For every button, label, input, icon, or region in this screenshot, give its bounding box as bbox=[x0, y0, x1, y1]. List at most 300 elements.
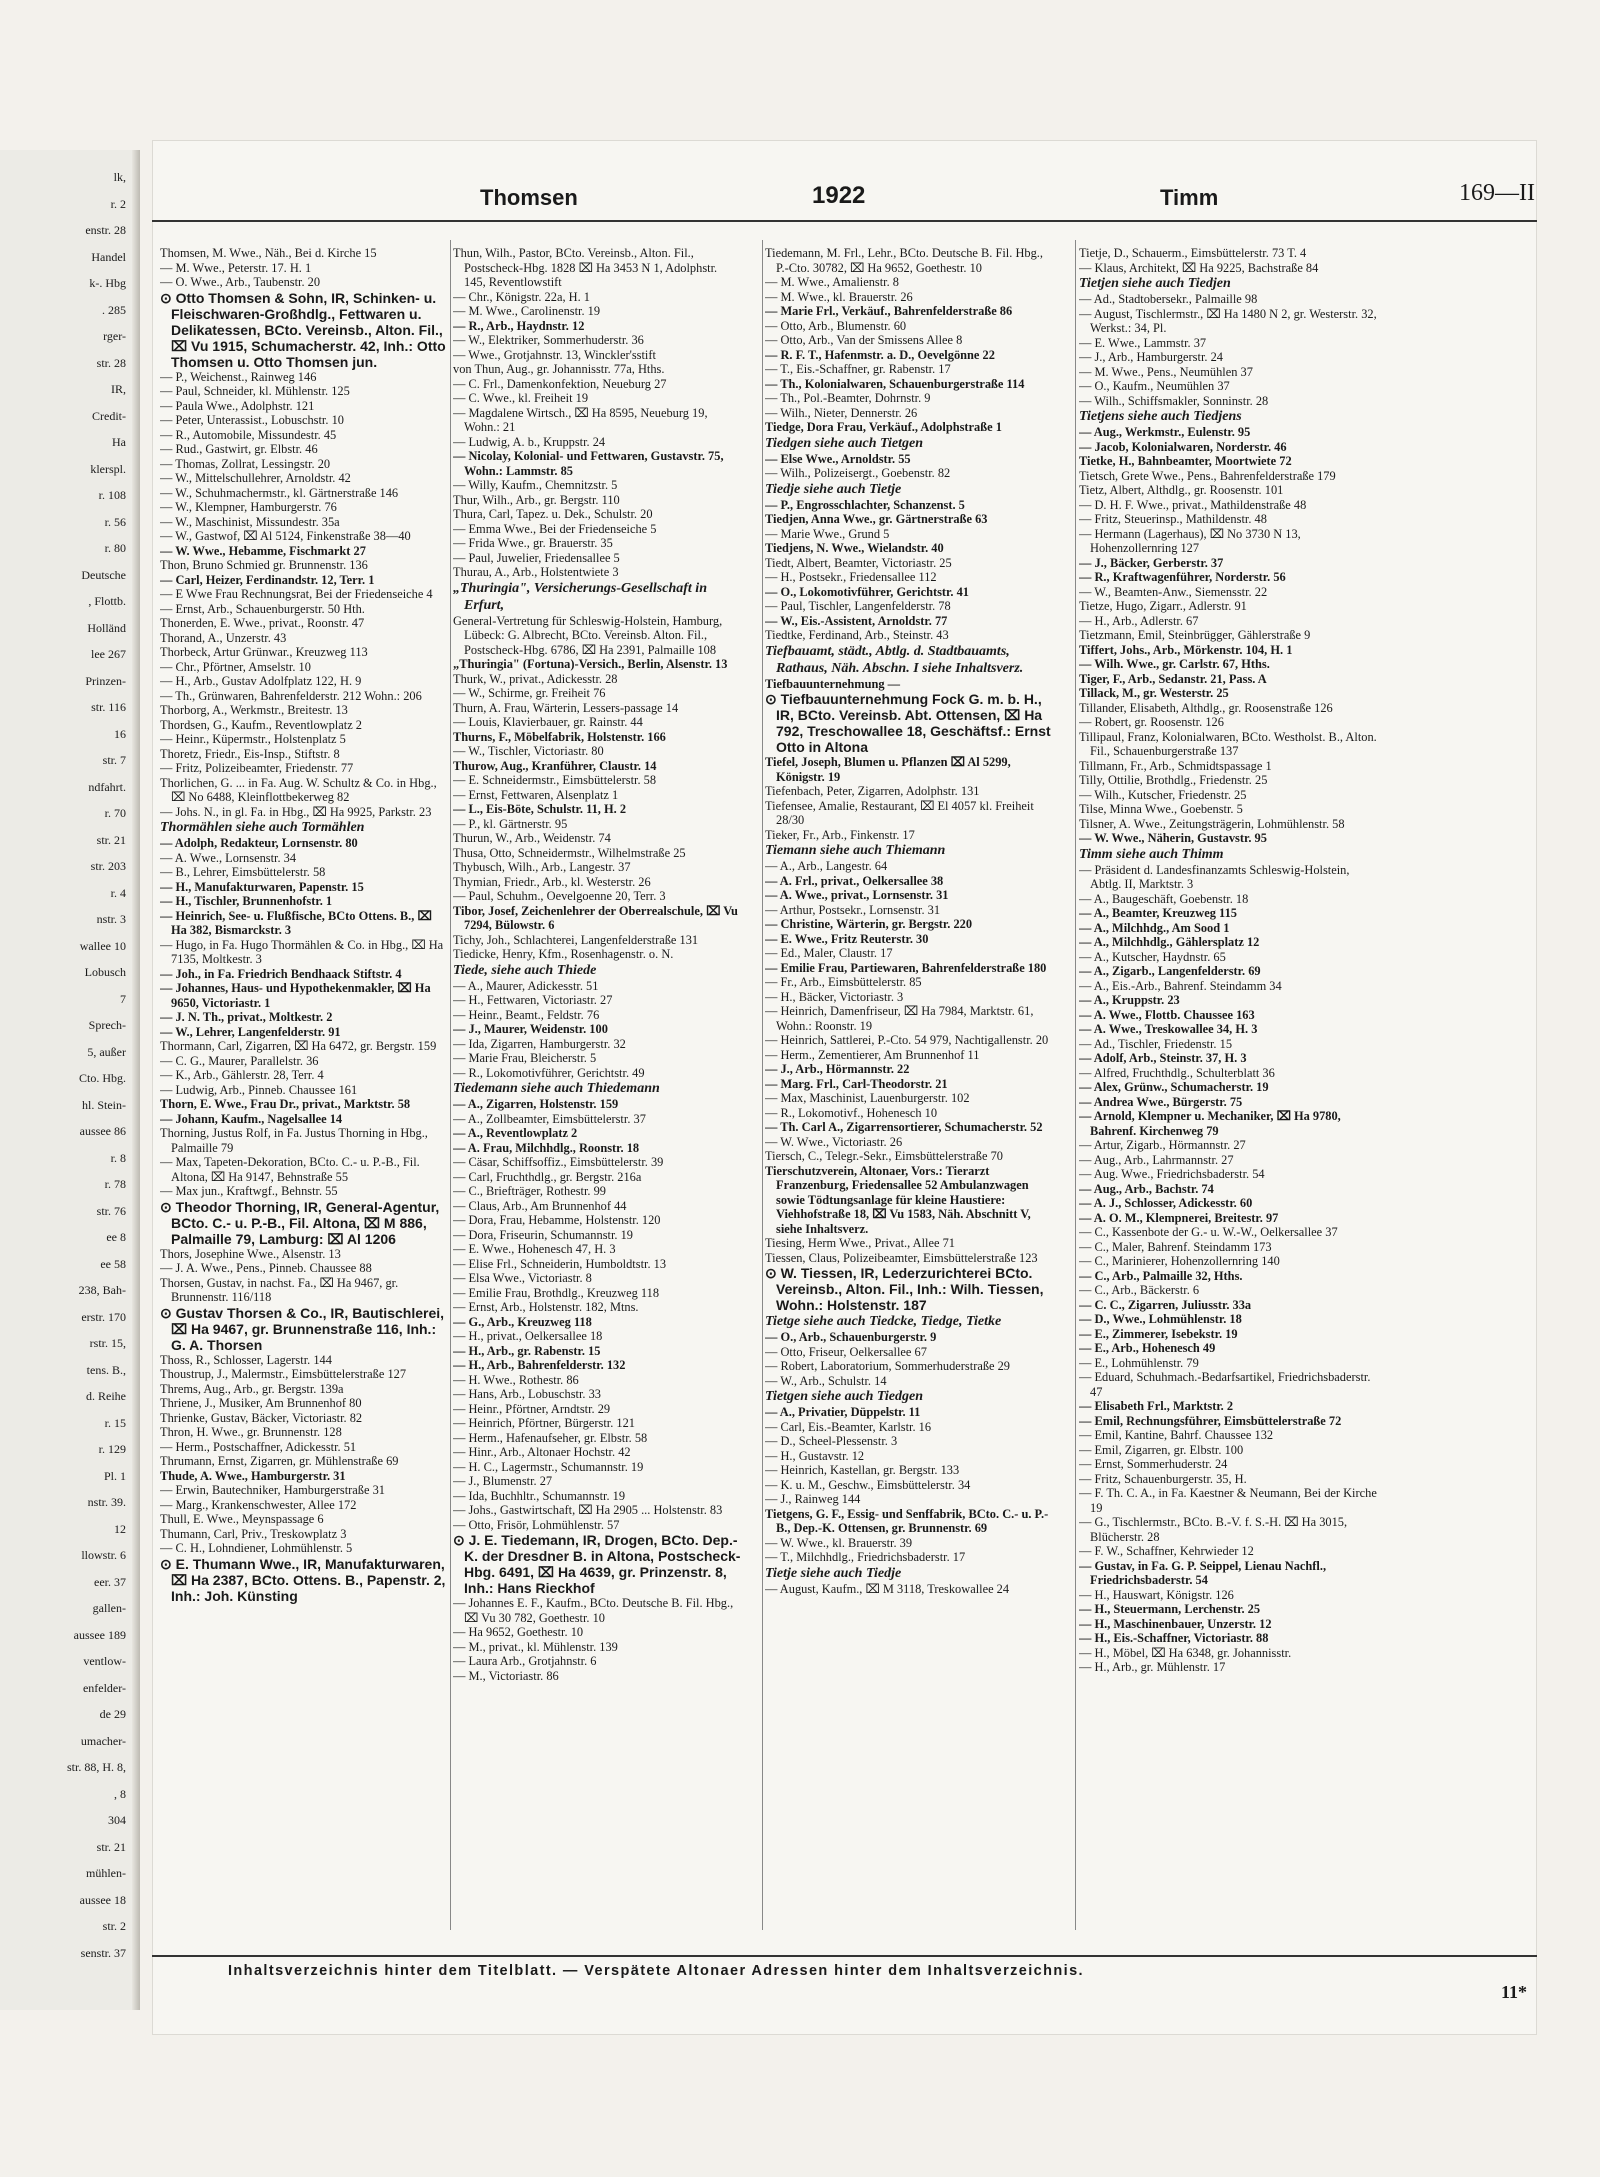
directory-entry: — Hans, Arb., Lobuschstr. 33 bbox=[453, 1387, 601, 1401]
directory-entry: — J., Arb., Hörmannstr. 22 bbox=[765, 1062, 910, 1076]
directory-entry: — Paul, Tischler, Langenfelderstr. 78 bbox=[765, 599, 951, 613]
directory-entry: Thorlichen, G. ... in Fa. Aug. W. Schultz & Co. in Hbg., ⌧ No 6488, Kleinflottbekerweg 82 bbox=[160, 775, 437, 804]
directory-entry: — H., Steuermann, Lerchenstr. 25 bbox=[1079, 1602, 1261, 1616]
directory-entry: — A., Zigarb., Langenfelderstr. 69 bbox=[1079, 964, 1261, 978]
directory-entry: Tillipaul, Franz, Kolonialwaren, BCto. Westholst. B., Alton. Fil., Schauenburgerstraße 137 bbox=[1079, 729, 1377, 758]
directory-page bbox=[152, 140, 1537, 2035]
directory-entry: — P., kl. Gärtnerstr. 95 bbox=[453, 816, 568, 831]
directory-entry: — W., Schirme, gr. Freiheit 76 bbox=[453, 686, 606, 700]
directory-entry: — Robert, gr. Roosenstr. 126 bbox=[1079, 715, 1224, 729]
margin-fragment: Ha bbox=[112, 435, 126, 449]
directory-entry: — August, Tischlermstr., ⌧ Ha 1480 N 2, gr. Westerstr. 32, Werkst.: 34, Pl. bbox=[1079, 306, 1377, 335]
directory-entry: — A. Frl., privat., Oelkersallee 38 bbox=[765, 873, 944, 888]
directory-entry: — Eduard, Schuhmach.-Bedarfsartikel, Friedrichsbaderstr. 47 bbox=[1079, 1370, 1371, 1399]
directory-entry: — Elise Frl., Schneiderin, Humboldtstr. 13 bbox=[453, 1256, 667, 1271]
directory-entry: — E. Wwe., Fritz Reuterstr. 30 bbox=[765, 931, 929, 946]
directory-entry: — Th., Kolonialwaren, Schauenburgerstraße 114 bbox=[765, 376, 1025, 391]
directory-entry: — H., Arb., gr. Mühlenstr. 17 bbox=[1079, 1660, 1226, 1674]
margin-fragment: umacher- bbox=[80, 1733, 126, 1748]
directory-entry: — Heinrich, Pförtner, Bürgerstr. 121 bbox=[453, 1416, 636, 1430]
directory-entry: Threms, Aug., Arb., gr. Bergstr. 139a bbox=[160, 1381, 344, 1396]
directory-entry: Tiefbauamt, städt., Abtlg. d. Stadtbauamts, Rathaus, Näh. Abschn. I siehe Inhaltsverz. bbox=[765, 643, 1024, 676]
directory-entry: — O., Kaufm., Neumühlen 37 bbox=[1079, 379, 1230, 393]
directory-entry: — H., privat., Oelkersallee 18 bbox=[453, 1329, 603, 1343]
directory-entry: — Otto, Frisör, Lohmühlenstr. 57 bbox=[453, 1517, 620, 1532]
directory-entry: — H., Hauswart, Königstr. 126 bbox=[1079, 1587, 1234, 1602]
margin-fragment: r. 70 bbox=[104, 806, 126, 820]
directory-entry: — Adolph, Redakteur, Lornsenstr. 80 bbox=[160, 836, 358, 850]
directory-entry: — A., Eis.-Arb., Bahrenf. Steindamm 34 bbox=[1079, 978, 1282, 993]
header-first-name: Thomsen bbox=[480, 185, 578, 210]
directory-entry: — Heinrich, See- u. Flußfische, BCto Ottens. B., ⌧ Ha 382, Bismarckstr. 3 bbox=[160, 908, 432, 937]
directory-entry: — A., Kutscher, Haydnstr. 65 bbox=[1079, 949, 1226, 964]
directory-entry: — Emil, Zigarren, gr. Elbstr. 100 bbox=[1079, 1442, 1244, 1457]
directory-entry: — Ernst, Arb., Holstenstr. 182, Mtns. bbox=[453, 1300, 639, 1314]
margin-fragment: Prinzen- bbox=[85, 673, 126, 688]
directory-entry: — C., Arb., Palmaille 32, Hths. bbox=[1079, 1268, 1243, 1283]
directory-entry: General-Vertretung für Schleswig-Holstein, Hamburg, Lübeck: G. Albrecht, BCto. Vereinsb. Alton. Fil., Postscheck-Hbg. 6786, ⌧ Ha 2391, Palmaille 108 bbox=[453, 613, 723, 657]
directory-entry: — Heinr., Pförtner, Arndtstr. 29 bbox=[453, 1401, 611, 1416]
margin-fragment: ee 8 bbox=[106, 1230, 126, 1244]
margin-fragment: klerspl. bbox=[90, 461, 126, 476]
directory-entry: — Marg. Frl., Carl-Theodorstr. 21 bbox=[765, 1076, 948, 1091]
directory-entry: — Herm., Hafenaufseher, gr. Elbstr. 58 bbox=[453, 1430, 648, 1445]
directory-entry: — H., Postsekr., Friedensallee 112 bbox=[765, 570, 937, 584]
directory-entry: — Laura Arb., Grotjahnstr. 6 bbox=[453, 1654, 597, 1668]
directory-entry: ⊙ Theodor Thorning, IR, General-Agentur, BCto. C.- u. P.-B., Fil. Altona, ⌧ M 886, Palmaille 79, Lamburg: ⌧ Al 1206 bbox=[160, 1198, 440, 1247]
directory-entry: Tiefel, Joseph, Blumen u. Pflanzen ⌧ Al 5299, Königstr. 19 bbox=[765, 755, 1011, 784]
column-divider bbox=[762, 240, 763, 1930]
directory-entry: — M. Wwe., Carolinenstr. 19 bbox=[453, 304, 601, 318]
directory-entry: — J., Rainweg 144 bbox=[765, 1492, 861, 1506]
directory-entry: — Paula Wwe., Adolphstr. 121 bbox=[160, 398, 315, 413]
directory-entry: — Max, Tapeten-Dekoration, BCto. C.- u. P.-B., Fil. Altona, ⌧ Ha 9147, Behnstraße 55 bbox=[160, 1155, 420, 1184]
directory-entry: — Hinr., Arb., Altonaer Hochstr. 42 bbox=[453, 1445, 631, 1459]
directory-entry: — Dora, Friseurin, Schumannstr. 19 bbox=[453, 1227, 633, 1242]
directory-entry: — Gustav, in Fa. G. P. Seippel, Lienau Nachfl., Friedrichsbaderstr. 54 bbox=[1079, 1558, 1327, 1587]
directory-entry: — Hugo, in Fa. Hugo Thormählen & Co. in Hbg., ⌧ Ha 7135, Moltkestr. 3 bbox=[160, 937, 444, 966]
directory-entry: — H., Tischler, Brunnenhofstr. 1 bbox=[160, 894, 333, 908]
margin-fragment: ventlow- bbox=[83, 1654, 126, 1668]
directory-entry: Tiessen, Claus, Polizeibeamter, Eimsbüttelerstraße 123 bbox=[765, 1250, 1038, 1265]
directory-entry: Thurn, A. Frau, Wärterin, Lessers-passage 14 bbox=[453, 700, 679, 715]
margin-fragment: Handel bbox=[91, 249, 126, 264]
directory-entry: Tilly, Ottilie, Brothdlg., Friedenstr. 25 bbox=[1079, 773, 1268, 787]
directory-entry: — Aug., Arb., Bachstr. 74 bbox=[1079, 1181, 1214, 1196]
directory-entry: Tietgens, G. F., Essig- und Senffabrik, BCto. C.- u. P.-B., Dep.-K. Ottensen, gr. Brunnenstr. 69 bbox=[765, 1506, 1049, 1535]
directory-entry: — R. F. T., Hafenmstr. a. D., Oevelgönne 22 bbox=[765, 347, 995, 362]
margin-fragment: aussee 86 bbox=[79, 1124, 126, 1138]
directory-entry: — Nicolay, Kolonial- und Fettwaren, Gustavstr. 75, Wohn.: Lammstr. 85 bbox=[453, 449, 724, 478]
directory-entry: Thors, Josephine Wwe., Alsenstr. 13 bbox=[160, 1246, 341, 1261]
directory-entry: — Elisabeth Frl., Marktstr. 2 bbox=[1079, 1399, 1234, 1413]
directory-entry: — Carl, Fruchthdlg., gr. Bergstr. 216a bbox=[453, 1169, 642, 1184]
directory-entry: — A., Privatier, Düppelstr. 11 bbox=[765, 1405, 921, 1419]
directory-entry: — C. H., Lohndiener, Lohmühlenstr. 5 bbox=[160, 1541, 353, 1555]
directory-entry: — Ernst, Fettwaren, Alsenplatz 1 bbox=[453, 787, 619, 802]
directory-entry: — Thomas, Zollrat, Lessingstr. 20 bbox=[160, 456, 331, 471]
directory-entry: — W., Eis.-Assistent, Arnoldstr. 77 bbox=[765, 613, 948, 628]
directory-entry: „Thuringia", Versicherungs-Gesellschaft in Erfurt, bbox=[453, 580, 707, 613]
directory-entry: — Klaus, Architekt, ⌧ Ha 9225, Bachstraße 84 bbox=[1079, 260, 1319, 275]
directory-entry: — Heinrich, Kastellan, gr. Bergstr. 133 bbox=[765, 1463, 960, 1477]
directory-entry: Thorning, Justus Rolf, in Fa. Justus Thorning in Hbg., Palmaille 79 bbox=[160, 1126, 428, 1155]
directory-entry: — Paul, Juwelier, Friedensallee 5 bbox=[453, 550, 620, 565]
header-last-name: Timm bbox=[1160, 185, 1219, 210]
directory-entry: — A., Kruppstr. 23 bbox=[1079, 993, 1180, 1007]
directory-entry: — A., Maurer, Adickesstr. 51 bbox=[453, 978, 599, 993]
directory-entry: — A. Wwe., Flottb. Chaussee 163 bbox=[1079, 1007, 1255, 1022]
page-gutter bbox=[132, 150, 140, 2010]
directory-entry: — H., Maschinenbauer, Unzerstr. 12 bbox=[1079, 1616, 1272, 1631]
directory-entry: — A. Wwe., privat., Lornsenstr. 31 bbox=[765, 888, 949, 902]
directory-entry: ⊙ W. Tiessen, IR, Lederzurichterei BCto. Vereinsb., Alton. Fil., Inh.: Wilh. Tiessen, Wohn.: Holstenstr. 187 bbox=[765, 1265, 1044, 1313]
directory-entry: — H., Eis.-Schaffner, Victoriastr. 88 bbox=[1079, 1631, 1269, 1645]
margin-fragment: str. 2 bbox=[102, 1919, 126, 1933]
directory-entry: — Ludwig, A. b., Kruppstr. 24 bbox=[453, 434, 606, 449]
directory-entry: — Heinr., Beamt., Feldstr. 76 bbox=[453, 1007, 600, 1022]
directory-entry: — J., Bäcker, Gerberstr. 37 bbox=[1079, 555, 1224, 570]
directory-entry: Thormählen siehe auch Tormählen bbox=[160, 820, 365, 835]
directory-entry: — E., Lohmühlenstr. 79 bbox=[1079, 1355, 1199, 1370]
directory-entry: — H., Manufakturwaren, Papenstr. 15 bbox=[160, 879, 364, 894]
directory-entry: — Paul, Schuhm., Oevelgoenne 20, Terr. 3 bbox=[453, 889, 666, 903]
directory-entry: Thormann, Carl, Zigarren, ⌧ Ha 6472, gr. Bergstr. 159 bbox=[160, 1039, 437, 1053]
directory-entry: — Herm., Zementierer, Am Brunnenhof 11 bbox=[765, 1047, 980, 1062]
footer-note: Inhaltsverzeichnis hinter dem Titelblatt. — Verspätete Altonaer Adressen hinter dem Inhaltsverzeichnis. bbox=[228, 1963, 1084, 1979]
directory-entry: Tilsner, A. Wwe., Zeitungsträgerin, Lohmühlenstr. 58 bbox=[1079, 816, 1345, 831]
directory-entry: Thordsen, G., Kaufm., Reventlowplatz 2 bbox=[160, 717, 362, 732]
directory-entry: Thorand, A., Unzerstr. 43 bbox=[160, 630, 287, 645]
directory-entry: Thude, A. Wwe., Hamburgerstr. 31 bbox=[160, 1468, 346, 1483]
directory-entry: Thorbeck, Artur Grünwar., Kreuzweg 113 bbox=[160, 645, 368, 659]
margin-fragment: enfelder- bbox=[82, 1680, 126, 1695]
directory-entry: — Frida Wwe., gr. Brauerstr. 35 bbox=[453, 536, 613, 550]
directory-entry: Tilse, Minna Wwe., Goebenstr. 5 bbox=[1079, 802, 1243, 816]
directory-entry: „Thuringia" (Fortuna)-Versich., Berlin, Alsenstr. 13 bbox=[453, 657, 728, 671]
directory-entry: — D. H. F. Wwe., privat., Mathildenstraße 48 bbox=[1079, 497, 1307, 512]
directory-entry: — C. C., Zigarren, Juliusstr. 33a bbox=[1079, 1297, 1252, 1312]
directory-entry: — Heinrich, Damenfriseur, ⌧ Ha 7984, Marktstr. 61, Wohn.: Roonstr. 19 bbox=[765, 1004, 1034, 1033]
directory-entry: Thrumann, Ernst, Zigarren, gr. Mühlenstraße 69 bbox=[160, 1454, 399, 1468]
directory-entry: Tiesing, Herm Wwe., Privat., Allee 71 bbox=[765, 1236, 955, 1250]
directory-entry: Tiefbauunternehmung — bbox=[765, 676, 901, 691]
directory-entry: — C. Wwe., kl. Freiheit 19 bbox=[453, 391, 589, 405]
directory-entry: — M., privat., kl. Mühlenstr. 139 bbox=[453, 1639, 618, 1654]
margin-fragment: nstr. 3 bbox=[96, 912, 126, 926]
directory-entry: — W., Lehrer, Langenfelderstr. 91 bbox=[160, 1024, 341, 1039]
margin-fragment: senstr. 37 bbox=[80, 1945, 126, 1960]
directory-entry: — Else Wwe., Arnoldstr. 55 bbox=[765, 451, 911, 466]
directory-entry: — Th., Grünwaren, Bahrenfelderstr. 212 Wohn.: 206 bbox=[160, 688, 422, 703]
margin-fragment: 238, Bah- bbox=[78, 1283, 126, 1297]
directory-entry: — Chr., Pförtner, Amselstr. 10 bbox=[160, 659, 311, 674]
column-divider bbox=[450, 240, 451, 1930]
directory-entry: Tichy, Joh., Schlachterei, Langenfelderstraße 131 bbox=[453, 932, 699, 947]
directory-entry: — H., Möbel, ⌧ Ha 6348, gr. Johannisstr. bbox=[1079, 1645, 1292, 1660]
margin-fragment: Credit- bbox=[92, 408, 126, 423]
directory-entry: — A., Beamter, Kreuzweg 115 bbox=[1079, 906, 1237, 920]
margin-fragment: rstr. 15, bbox=[89, 1336, 126, 1350]
directory-entry: — Dora, Frau, Hebamme, Holstenstr. 120 bbox=[453, 1213, 661, 1227]
directory-entry: — Th., Pol.-Beamter, Dohrnstr. 9 bbox=[765, 391, 931, 405]
directory-entry: — J., Blumenstr. 27 bbox=[453, 1474, 553, 1488]
margin-fragment: str. 28 bbox=[96, 355, 126, 370]
directory-entry: Tietsch, Grete Wwe., Pens., Bahrenfelderstraße 179 bbox=[1079, 468, 1336, 483]
directory-entry: — Adolf, Arb., Steinstr. 37, H. 3 bbox=[1079, 1051, 1247, 1065]
directory-entry: — O., Lokomotivführer, Gerichtstr. 41 bbox=[765, 584, 969, 599]
directory-entry: Thron, H. Wwe., gr. Brunnenstr. 128 bbox=[160, 1425, 342, 1439]
margin-fragment: str. 116 bbox=[91, 700, 126, 714]
directory-entry: — R., Lokomotivführer, Gerichtstr. 49 bbox=[453, 1065, 645, 1080]
directory-entry: — Claus, Arb., Am Brunnenhof 44 bbox=[453, 1198, 627, 1213]
directory-entry: — H., Arb., Adlerstr. 67 bbox=[1079, 613, 1199, 628]
directory-entry: Thurns, F., Möbelfabrik, Holstenstr. 166 bbox=[453, 729, 666, 744]
column-4 bbox=[1079, 246, 1377, 1924]
directory-entry: — Ed., Maler, Claustr. 17 bbox=[765, 946, 893, 960]
directory-entry: — W. Wwe., Näherin, Gustavstr. 95 bbox=[1079, 831, 1267, 845]
directory-entry: Tiedemann siehe auch Thiedemann bbox=[453, 1081, 660, 1096]
directory-entry: Tiefenbach, Peter, Zigarren, Adolphstr. 131 bbox=[765, 784, 980, 798]
margin-fragment: mühlen- bbox=[86, 1866, 126, 1880]
directory-entry: — P., Engrosschlachter, Schanzenst. 5 bbox=[765, 497, 965, 512]
directory-entry: — J., Arb., Hamburgerstr. 24 bbox=[1079, 350, 1223, 364]
directory-entry: — Präsident d. Landesfinanzamts Schleswig-Holstein, Abtlg. II, Marktstr. 3 bbox=[1079, 862, 1350, 891]
directory-entry: — K. u. M., Geschw., Eimsbüttelerstr. 34 bbox=[765, 1477, 971, 1492]
directory-entry: — Robert, Laboratorium, Sommerhuderstraße 29 bbox=[765, 1359, 1010, 1373]
directory-entry: — W., Schuhmachermstr., kl. Gärtnerstraße 146 bbox=[160, 485, 399, 500]
margin-fragment: Cto. Hbg. bbox=[78, 1071, 126, 1085]
margin-fragment: , 8 bbox=[114, 1786, 126, 1801]
directory-entry: Tiedjen, Anna Wwe., gr. Gärtnerstraße 63 bbox=[765, 512, 988, 526]
directory-entry: Tiedje siehe auch Tietje bbox=[765, 481, 902, 497]
directory-entry: — H. C., Lagermstr., Schumannstr. 19 bbox=[453, 1459, 644, 1474]
directory-entry: — Otto, Friseur, Oelkersallee 67 bbox=[765, 1344, 927, 1359]
directory-entry: Thriene, J., Musiker, Am Brunnenhof 80 bbox=[160, 1396, 362, 1410]
margin-fragment: rger- bbox=[103, 329, 126, 343]
directory-entry: — T., Eis.-Schaffner, gr. Rabenstr. 17 bbox=[765, 362, 951, 376]
margin-fragment: lee 267 bbox=[91, 647, 126, 661]
margin-fragment: . 285 bbox=[102, 302, 126, 317]
directory-entry: Tiedtke, Ferdinand, Arb., Steinstr. 43 bbox=[765, 628, 949, 642]
directory-entry: — W., Gastwof, ⌧ Al 5124, Finkenstraße 38—40 bbox=[160, 529, 411, 543]
directory-entry: — Magdalene Wirtsch., ⌧ Ha 8595, Neueburg 19, Wohn.: 21 bbox=[453, 405, 708, 434]
directory-entry: ⊙ E. Thumann Wwe., IR, Manufakturwaren, ⌧ Ha 2387, BCto. Ottens. B., Papenstr. 2, Inh.: Joh. Künsting bbox=[160, 1555, 446, 1604]
directory-entry: Tiedt, Albert, Beamter, Victoriastr. 25 bbox=[765, 555, 952, 570]
directory-entry: — F. W., Schaffner, Kehrwieder 12 bbox=[1079, 1544, 1254, 1558]
directory-entry: — W., Klempner, Hamburgerstr. 76 bbox=[160, 500, 337, 514]
directory-entry: Tiger, F., Arb., Sedanstr. 21, Pass. A bbox=[1079, 671, 1267, 686]
directory-entry: — Christine, Wärterin, gr. Bergstr. 220 bbox=[765, 917, 973, 931]
directory-entry: — A. Wwe., Lornsenstr. 34 bbox=[160, 850, 297, 865]
directory-entry: — J. A. Wwe., Pens., Pinneb. Chaussee 88 bbox=[160, 1261, 372, 1275]
directory-entry: — A., Milchhdg., Am Sood 1 bbox=[1079, 920, 1230, 935]
directory-entry: — Marie Frl., Verkäuf., Bahrenfelderstraße 86 bbox=[765, 304, 1013, 318]
directory-entry: — August, Kaufm., ⌧ M 3118, Treskowallee 24 bbox=[765, 1581, 1010, 1596]
column-2 bbox=[453, 246, 741, 1924]
directory-entry: — J. N. Th., privat., Moltkestr. 2 bbox=[160, 1010, 333, 1024]
directory-entry: — H., Arb., gr. Rabenstr. 15 bbox=[453, 1343, 601, 1358]
directory-entry: Tiefensee, Amalie, Restaurant, ⌧ El 4057 kl. Freiheit 28/30 bbox=[765, 798, 1034, 827]
directory-entry: — Marie Wwe., Grund 5 bbox=[765, 526, 890, 541]
directory-entry: — Wwe., Grotjahnstr. 13, Winckler'sstift bbox=[453, 347, 656, 362]
margin-fragment: 304 bbox=[108, 1813, 126, 1827]
directory-entry: — E. Schneidermstr., Eimsbüttelerstr. 58 bbox=[453, 773, 657, 787]
directory-entry: — H., Gustavstr. 12 bbox=[765, 1448, 865, 1463]
directory-entry: — C., Maler, Bahrenf. Steindamm 173 bbox=[1079, 1239, 1272, 1254]
directory-entry: — G., Arb., Kreuzweg 118 bbox=[453, 1314, 592, 1329]
margin-fragment: enstr. 28 bbox=[85, 223, 126, 237]
margin-fragment: Deutsche bbox=[81, 567, 126, 582]
directory-entry: Thoss, R., Schlosser, Lagerstr. 144 bbox=[160, 1352, 332, 1367]
margin-fragment: r. 80 bbox=[104, 541, 126, 555]
directory-entry: — H. Wwe., Rothestr. 86 bbox=[453, 1372, 579, 1387]
margin-fragment: r. 56 bbox=[104, 514, 126, 529]
directory-entry: — M. Wwe., Pens., Neumühlen 37 bbox=[1079, 364, 1253, 379]
directory-entry: — Ernst, Sommerhuderstr. 24 bbox=[1079, 1457, 1228, 1471]
margin-fragment: ee 58 bbox=[100, 1256, 126, 1271]
directory-entry: — E. Wwe., Lammstr. 37 bbox=[1079, 335, 1207, 350]
directory-entry: — Wilh. Wwe., gr. Carlstr. 67, Hths. bbox=[1079, 657, 1270, 671]
directory-entry: — Arthur, Postsekr., Lornsenstr. 31 bbox=[765, 902, 941, 917]
directory-entry: Thurow, Aug., Kranführer, Claustr. 14 bbox=[453, 758, 657, 773]
directory-entry: — Andrea Wwe., Bürgerstr. 75 bbox=[1079, 1094, 1243, 1109]
directory-entry: — Johs. N., in gl. Fa. in Hbg., ⌧ Ha 9925, Parkstr. 23 bbox=[160, 804, 432, 819]
directory-entry: Thrienke, Gustav, Bäcker, Victoriastr. 82 bbox=[160, 1410, 363, 1425]
margin-fragment: Sprech- bbox=[88, 1018, 126, 1032]
directory-entry: Tieker, Fr., Arb., Finkenstr. 17 bbox=[765, 827, 915, 842]
directory-entry: Thybusch, Wilh., Arb., Langestr. 37 bbox=[453, 860, 631, 874]
directory-entry: — Max jun., Kraftwgf., Behnstr. 55 bbox=[160, 1184, 338, 1198]
directory-entry: — Otto, Arb., Blumenstr. 60 bbox=[765, 318, 907, 333]
directory-entry: — Peter, Unterassist., Lobuschstr. 10 bbox=[160, 413, 344, 427]
directory-entry: — Fritz, Polizeibeamter, Friedenstr. 77 bbox=[160, 761, 354, 775]
directory-entry: Tiede, siehe auch Thiede bbox=[453, 962, 597, 978]
directory-entry: — Alfred, Fruchthdlg., Schulterblatt 36 bbox=[1079, 1065, 1275, 1080]
directory-entry: — Max, Maschinist, Lauenburgerstr. 102 bbox=[765, 1091, 970, 1105]
directory-entry: — C., Briefträger, Rothestr. 99 bbox=[453, 1184, 606, 1198]
facing-page-margin bbox=[0, 150, 140, 2010]
directory-entry: — C. Frl., Damenkonfektion, Neueburg 27 bbox=[453, 376, 667, 391]
directory-entry: Thorborg, A., Werkmstr., Breitestr. 13 bbox=[160, 703, 348, 717]
directory-entry: — Herm., Postschaffner, Adickesstr. 51 bbox=[160, 1439, 357, 1454]
directory-entry: — Paul, Schneider, kl. Mühlenstr. 125 bbox=[160, 384, 350, 398]
directory-entry: — H., Bäcker, Victoriastr. 3 bbox=[765, 989, 904, 1004]
directory-entry: Tillander, Elisabeth, Althdlg., gr. Roosenstraße 126 bbox=[1079, 700, 1333, 715]
directory-entry: — A., Zigarren, Holstenstr. 159 bbox=[453, 1097, 619, 1111]
directory-entry: Thura, Carl, Tapez. u. Dek., Schulstr. 20 bbox=[453, 507, 653, 521]
margin-fragment: nstr. 39. bbox=[87, 1495, 126, 1509]
header-rule bbox=[152, 220, 1537, 222]
directory-entry: — Aug. Wwe., Friedrichsbaderstr. 54 bbox=[1079, 1167, 1265, 1181]
margin-fragment: de 29 bbox=[99, 1707, 126, 1721]
directory-entry: — O., Arb., Schauenburgerstr. 9 bbox=[765, 1330, 937, 1344]
directory-entry: — B., Lehrer, Eimsbüttelerstr. 58 bbox=[160, 865, 326, 879]
directory-entry: — Alex, Grünw., Schumacherstr. 19 bbox=[1079, 1080, 1269, 1094]
directory-entry: — Emil, Rechnungsführer, Eimsbüttelerstraße 72 bbox=[1079, 1413, 1342, 1428]
directory-entry: — W., Maschinist, Missundestr. 35a bbox=[160, 514, 340, 529]
directory-entry: — Wilh., Polizeisergt., Goebenstr. 82 bbox=[765, 466, 951, 480]
directory-entry: Thomsen, M. Wwe., Näh., Bei d. Kirche 15 bbox=[160, 246, 377, 260]
directory-entry: Tietge siehe auch Tiedcke, Tiedge, Tietke bbox=[765, 1314, 1002, 1329]
margin-fragment: k-. Hbg bbox=[89, 276, 126, 290]
directory-entry: — Carl, Eis.-Beamter, Karlstr. 16 bbox=[765, 1419, 932, 1434]
directory-entry: — D., Wwe., Lohmühlenstr. 18 bbox=[1079, 1312, 1242, 1326]
directory-entry: — W. Wwe., Victoriastr. 26 bbox=[765, 1134, 903, 1149]
directory-entry: Tietje siehe auch Tiedje bbox=[765, 1565, 902, 1581]
directory-entry: Thull, E. Wwe., Meynspassage 6 bbox=[160, 1512, 324, 1526]
margin-fragment: str. 203 bbox=[90, 859, 126, 873]
margin-fragment: lk, bbox=[113, 170, 126, 184]
directory-entry: — Johannes E. F., Kaufm., BCto. Deutsche B. Fil. Hbg., ⌧ Vu 30 782, Goethestr. 10 bbox=[453, 1596, 734, 1625]
directory-entry: Tietjens siehe auch Tiedjens bbox=[1079, 409, 1242, 424]
directory-entry: — R., Lokomotivf., Hohenesch 10 bbox=[765, 1105, 938, 1120]
margin-fragment: llowstr. 6 bbox=[81, 1548, 126, 1562]
margin-fragment: d. Reihe bbox=[86, 1389, 126, 1403]
directory-entry: Thoustrup, J., Malermstr., Eimsbüttelerstraße 127 bbox=[160, 1367, 407, 1381]
directory-entry: Tiedemann, M. Frl., Lehr., BCto. Deutsche B. Fil. Hbg., P.-Cto. 30782, ⌧ Ha 9652, Goethestr. 10 bbox=[765, 246, 1043, 275]
directory-entry: Timm siehe auch Thimm bbox=[1079, 846, 1224, 862]
margin-fragment: r. 2 bbox=[110, 196, 126, 211]
directory-entry: — W., Tischler, Victoriastr. 80 bbox=[453, 744, 604, 758]
directory-entry: — Marg., Krankenschwester, Allee 172 bbox=[160, 1497, 357, 1512]
directory-entry: Thurun, W., Arb., Weidenstr. 74 bbox=[453, 831, 611, 845]
directory-entry: — M. Wwe., Peterstr. 17. H. 1 bbox=[160, 260, 312, 275]
directory-entry: — L., Eis-Böte, Schulstr. 11, H. 2 bbox=[453, 802, 627, 816]
directory-entry: Tietke, H., Bahnbeamter, Moortwiete 72 bbox=[1079, 454, 1292, 468]
margin-fragment: r. 15 bbox=[104, 1415, 126, 1430]
directory-entry: — Emil, Kantine, Bahrf. Chaussee 132 bbox=[1079, 1428, 1274, 1442]
directory-entry: Thun, Wilh., Pastor, BCto. Vereinsb., Alton. Fil., Postscheck-Hbg. 1828 ⌧ Ha 3453 N 1, Adolphstr. 145, Reventlowstift bbox=[453, 246, 718, 289]
directory-entry: Tierschutzverein, Altonaer, Vors.: Tierarzt Franzenburg, Friedensallee 52 Ambulanzwagen sowie Tödtungsanlage für kleine Haustiere: Viehhofstraße 18, ⌧ Vu 1583, Näh. Abschnitt V, siehe Inhaltsverz. bbox=[765, 1163, 1031, 1236]
directory-entry: Tiemann siehe auch Thiemann bbox=[765, 843, 946, 858]
directory-entry: — A., Arb., Langestr. 64 bbox=[765, 859, 888, 873]
directory-entry: — E. Wwe., Hohenesch 47, H. 3 bbox=[453, 1242, 616, 1256]
directory-entry: — Fritz, Schauenburgerstr. 35, H. bbox=[1079, 1471, 1247, 1486]
directory-entry: — Johs., Gastwirtschaft, ⌧ Ha 2905 ... Holstenstr. 83 bbox=[453, 1503, 723, 1517]
directory-entry: — Emilie Frau, Partiewaren, Bahrenfelderstraße 180 bbox=[765, 960, 1047, 975]
margin-fragment: r. 78 bbox=[104, 1177, 126, 1191]
directory-entry: Thon, Bruno Schmied gr. Brunnenstr. 136 bbox=[160, 558, 368, 572]
header-year: 1922 bbox=[812, 182, 866, 209]
directory-entry: — W., Mittelschullehrer, Arnoldstr. 42 bbox=[160, 471, 351, 485]
directory-entry: — E Wwe Frau Rechnungsrat, Bei der Friedenseiche 4 bbox=[160, 587, 433, 601]
directory-entry: — Ernst, Arb., Schauenburgerstr. 50 Hth. bbox=[160, 601, 365, 616]
directory-entry: Thymian, Friedr., Arb., kl. Westerstr. 26 bbox=[453, 874, 651, 889]
footer-rule bbox=[152, 1955, 1537, 1957]
directory-entry: — Ida, Zigarren, Hamburgerstr. 32 bbox=[453, 1036, 626, 1051]
directory-entry: von Thun, Aug., gr. Johannisstr. 77a, Hths. bbox=[453, 362, 665, 376]
directory-entry: — Chr., Königstr. 22a, H. 1 bbox=[453, 289, 590, 304]
margin-fragment: erstr. 170 bbox=[81, 1309, 126, 1324]
margin-fragment: str. 7 bbox=[102, 753, 126, 767]
sheet-mark: 11* bbox=[1500, 1982, 1527, 2002]
directory-entry: Tietjen siehe auch Tiedjen bbox=[1079, 276, 1231, 291]
directory-entry: Thorsen, Gustav, in nachst. Fa., ⌧ Ha 9467, gr. Brunnenstr. 116/118 bbox=[160, 1275, 399, 1304]
directory-entry: — R., Kraftwagenführer, Norderstr. 56 bbox=[1079, 570, 1286, 584]
directory-entry: Thoretz, Friedr., Eis-Insp., Stiftstr. 8 bbox=[160, 746, 340, 761]
directory-entry: — C., Kassenbote der G.- u. W.-W., Oelkersallee 37 bbox=[1079, 1225, 1338, 1239]
directory-entry: — E., Arb., Hohenesch 49 bbox=[1079, 1341, 1216, 1355]
margin-fragment: hl. Stein- bbox=[82, 1097, 126, 1112]
directory-entry: — T., Milchhdlg., Friedrichsbaderstr. 17 bbox=[765, 1550, 966, 1564]
directory-entry: Tibor, Josef, Zeichenlehrer der Oberrealschule, ⌧ Vu 7294, Bülowstr. 6 bbox=[453, 903, 738, 932]
directory-entry: — A. O. M., Klempnerei, Breitestr. 97 bbox=[1079, 1210, 1279, 1225]
directory-entry: — Emma Wwe., Bei der Friedenseiche 5 bbox=[453, 521, 657, 536]
margin-fragment: IR, bbox=[111, 382, 126, 396]
directory-entry: — Carl, Heizer, Ferdinandstr. 12, Terr. 1 bbox=[160, 572, 375, 587]
directory-entry: — Arnold, Klempner u. Mechaniker, ⌧ Ha 9780, Bahrenf. Kirchenweg 79 bbox=[1079, 1109, 1341, 1138]
